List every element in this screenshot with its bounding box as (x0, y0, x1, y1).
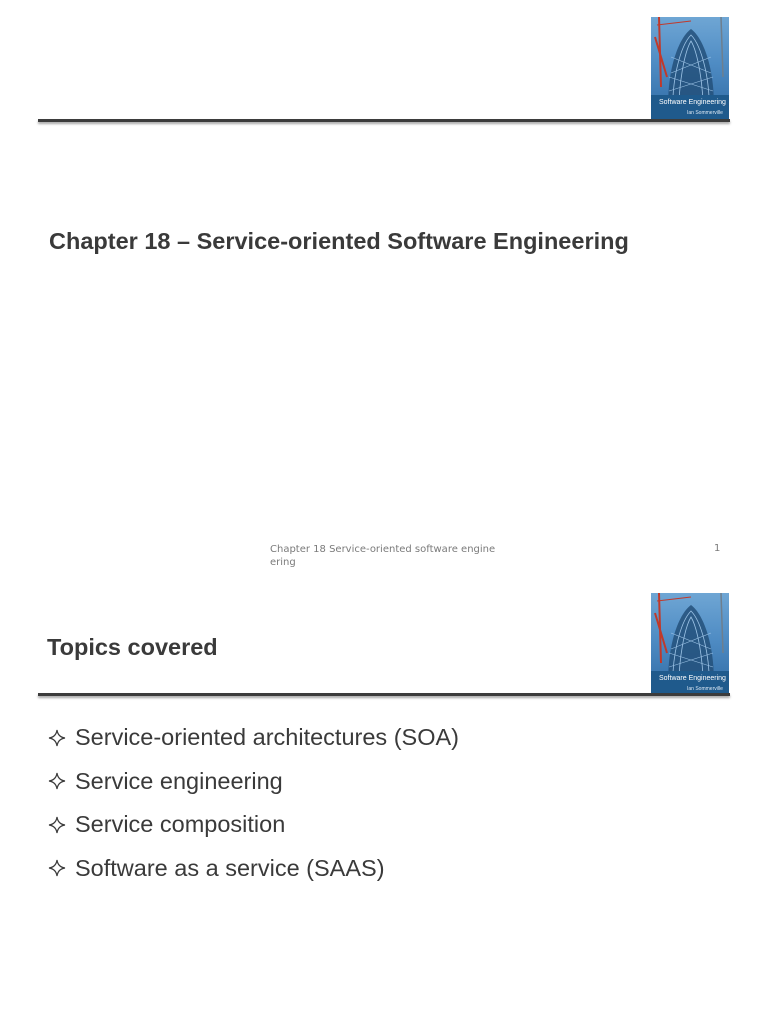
header-divider (38, 693, 730, 696)
list-item-text: Service-oriented architectures (SOA) (75, 724, 459, 751)
list-item-text: Software as a service (SAAS) (75, 854, 385, 881)
book-cover-image (651, 593, 729, 695)
topics-list (47, 716, 459, 890)
four-point-star-icon (47, 858, 67, 878)
four-point-star-icon (47, 728, 67, 748)
list-item-text: Service composition (75, 811, 286, 838)
list-item (47, 760, 459, 804)
header-divider (38, 119, 730, 122)
list-item (47, 716, 459, 760)
cover-title: Software Engineering (659, 675, 726, 682)
book-cover-image (651, 17, 729, 119)
four-point-star-icon (47, 815, 67, 835)
slide-2 (0, 580, 768, 1024)
slide-title: Chapter 18 – Service-oriented Software Engineering (49, 228, 629, 254)
list-item-text: Service engineering (75, 767, 283, 794)
cover-author: Ian Sommerville (687, 686, 723, 692)
cover-author: Ian Sommerville (687, 110, 723, 116)
slide-footer: Chapter 18 Service-oriented software engineering (270, 544, 496, 568)
slide-title: Topics covered (47, 634, 218, 660)
four-point-star-icon (47, 771, 67, 791)
page-number: 1 (714, 543, 721, 554)
cover-title: Software Engineering (659, 99, 726, 106)
list-item (47, 803, 459, 847)
list-item (47, 847, 459, 891)
